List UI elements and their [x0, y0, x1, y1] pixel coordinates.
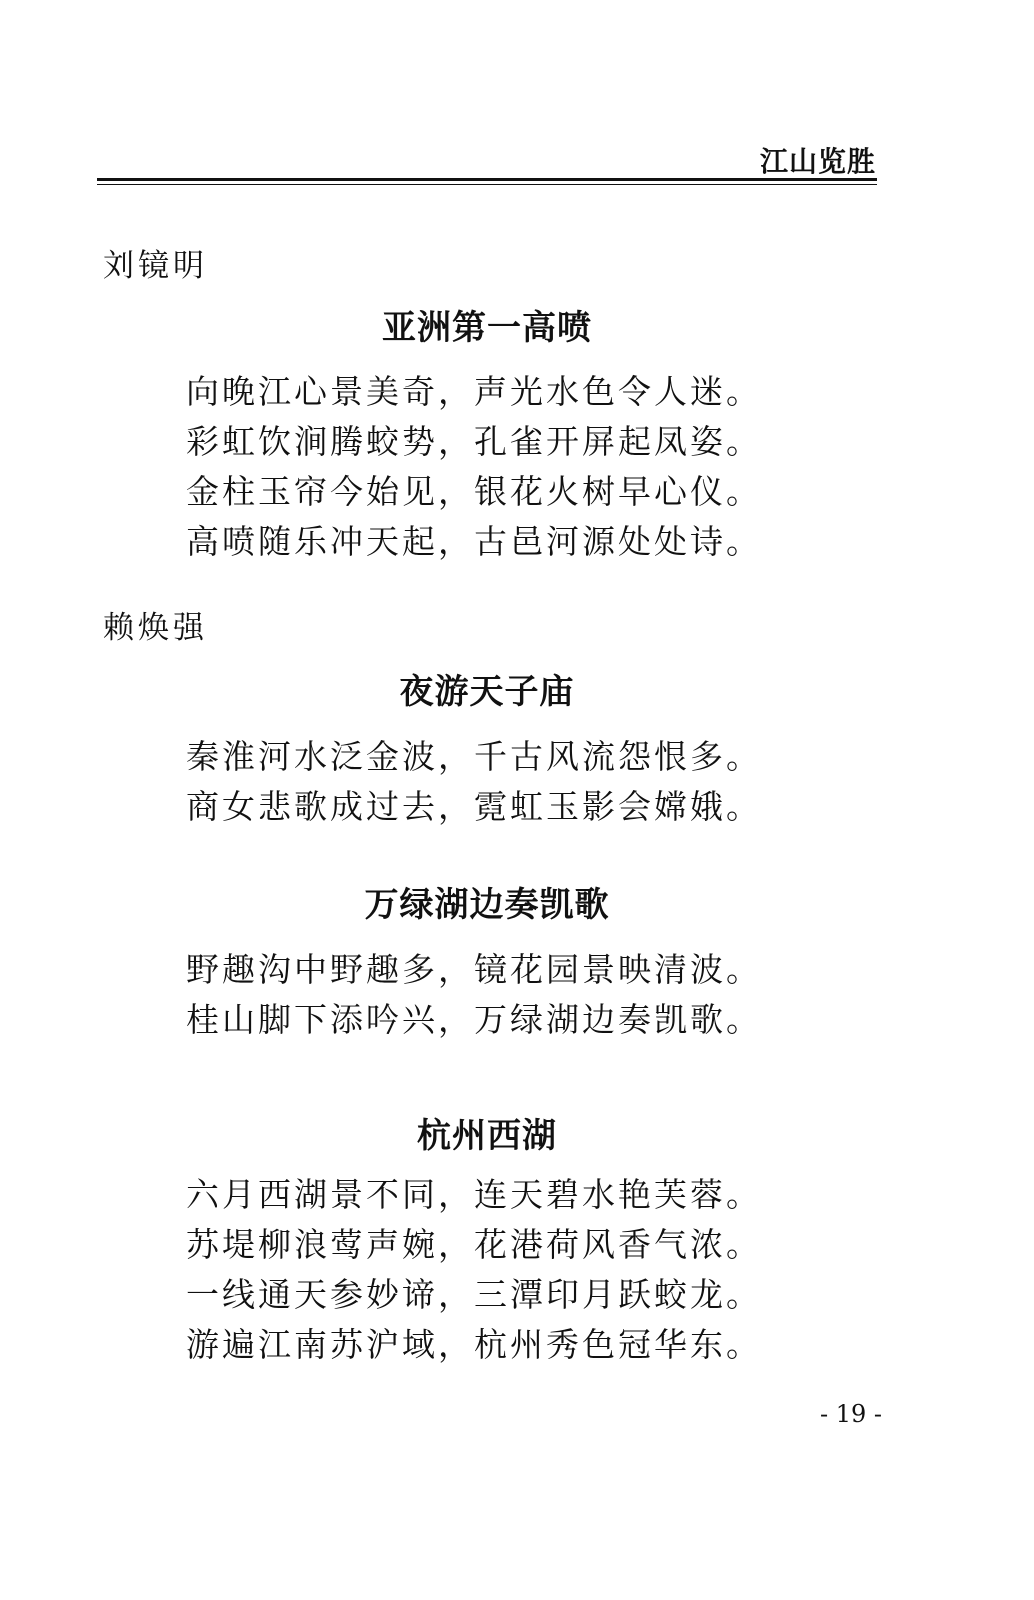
poem-body — [186, 945, 826, 1045]
poem-title: 夜游天子庙 — [399, 672, 575, 712]
poem-line: 商女悲歌成过去，霓虹玉影会嫦娥。 — [186, 787, 762, 826]
poem-line: 向晚江心景美奇，声光水色令人迷。 — [186, 372, 762, 411]
poem-body — [186, 367, 826, 567]
poem-body — [186, 732, 826, 832]
poem-line: 一线通天参妙谛，三潭印月跃蛟龙。 — [186, 1275, 762, 1314]
poem-title: 杭州西湖 — [417, 1116, 557, 1156]
poem-line: 金柱玉帘今始见，银花火树早心仪。 — [186, 472, 762, 511]
poem-line: 秦淮河水泛金波，千古风流怨恨多。 — [186, 737, 762, 776]
author-name: 赖焕强 — [103, 610, 208, 646]
poem-line: 野趣沟中野趣多，镜花园景映清波。 — [186, 950, 762, 989]
poem-title: 亚洲第一高喷 — [382, 308, 592, 348]
poem-line: 桂山脚下添吟兴，万绿湖边奏凯歌。 — [186, 1000, 762, 1039]
poem-line: 高喷随乐冲天起，古邑河源处处诗。 — [186, 522, 762, 561]
running-header-title: 江山览胜 — [759, 145, 876, 178]
page-number: - 19 - — [819, 1400, 882, 1428]
poem-line: 六月西湖景不同，连天碧水艳芙蓉。 — [186, 1175, 762, 1214]
author-name: 刘镜明 — [103, 248, 208, 284]
poem-body — [186, 1170, 826, 1370]
poem-line: 苏堤柳浪莺声婉，花港荷风香气浓。 — [186, 1225, 762, 1264]
poem-title: 万绿湖边奏凯歌 — [364, 885, 610, 925]
poem-line: 游遍江南苏沪域，杭州秀色冠华东。 — [186, 1325, 762, 1364]
poem-line: 彩虹饮涧腾蛟势，孔雀开屏起凤姿。 — [186, 422, 762, 461]
header-rule — [97, 178, 877, 185]
